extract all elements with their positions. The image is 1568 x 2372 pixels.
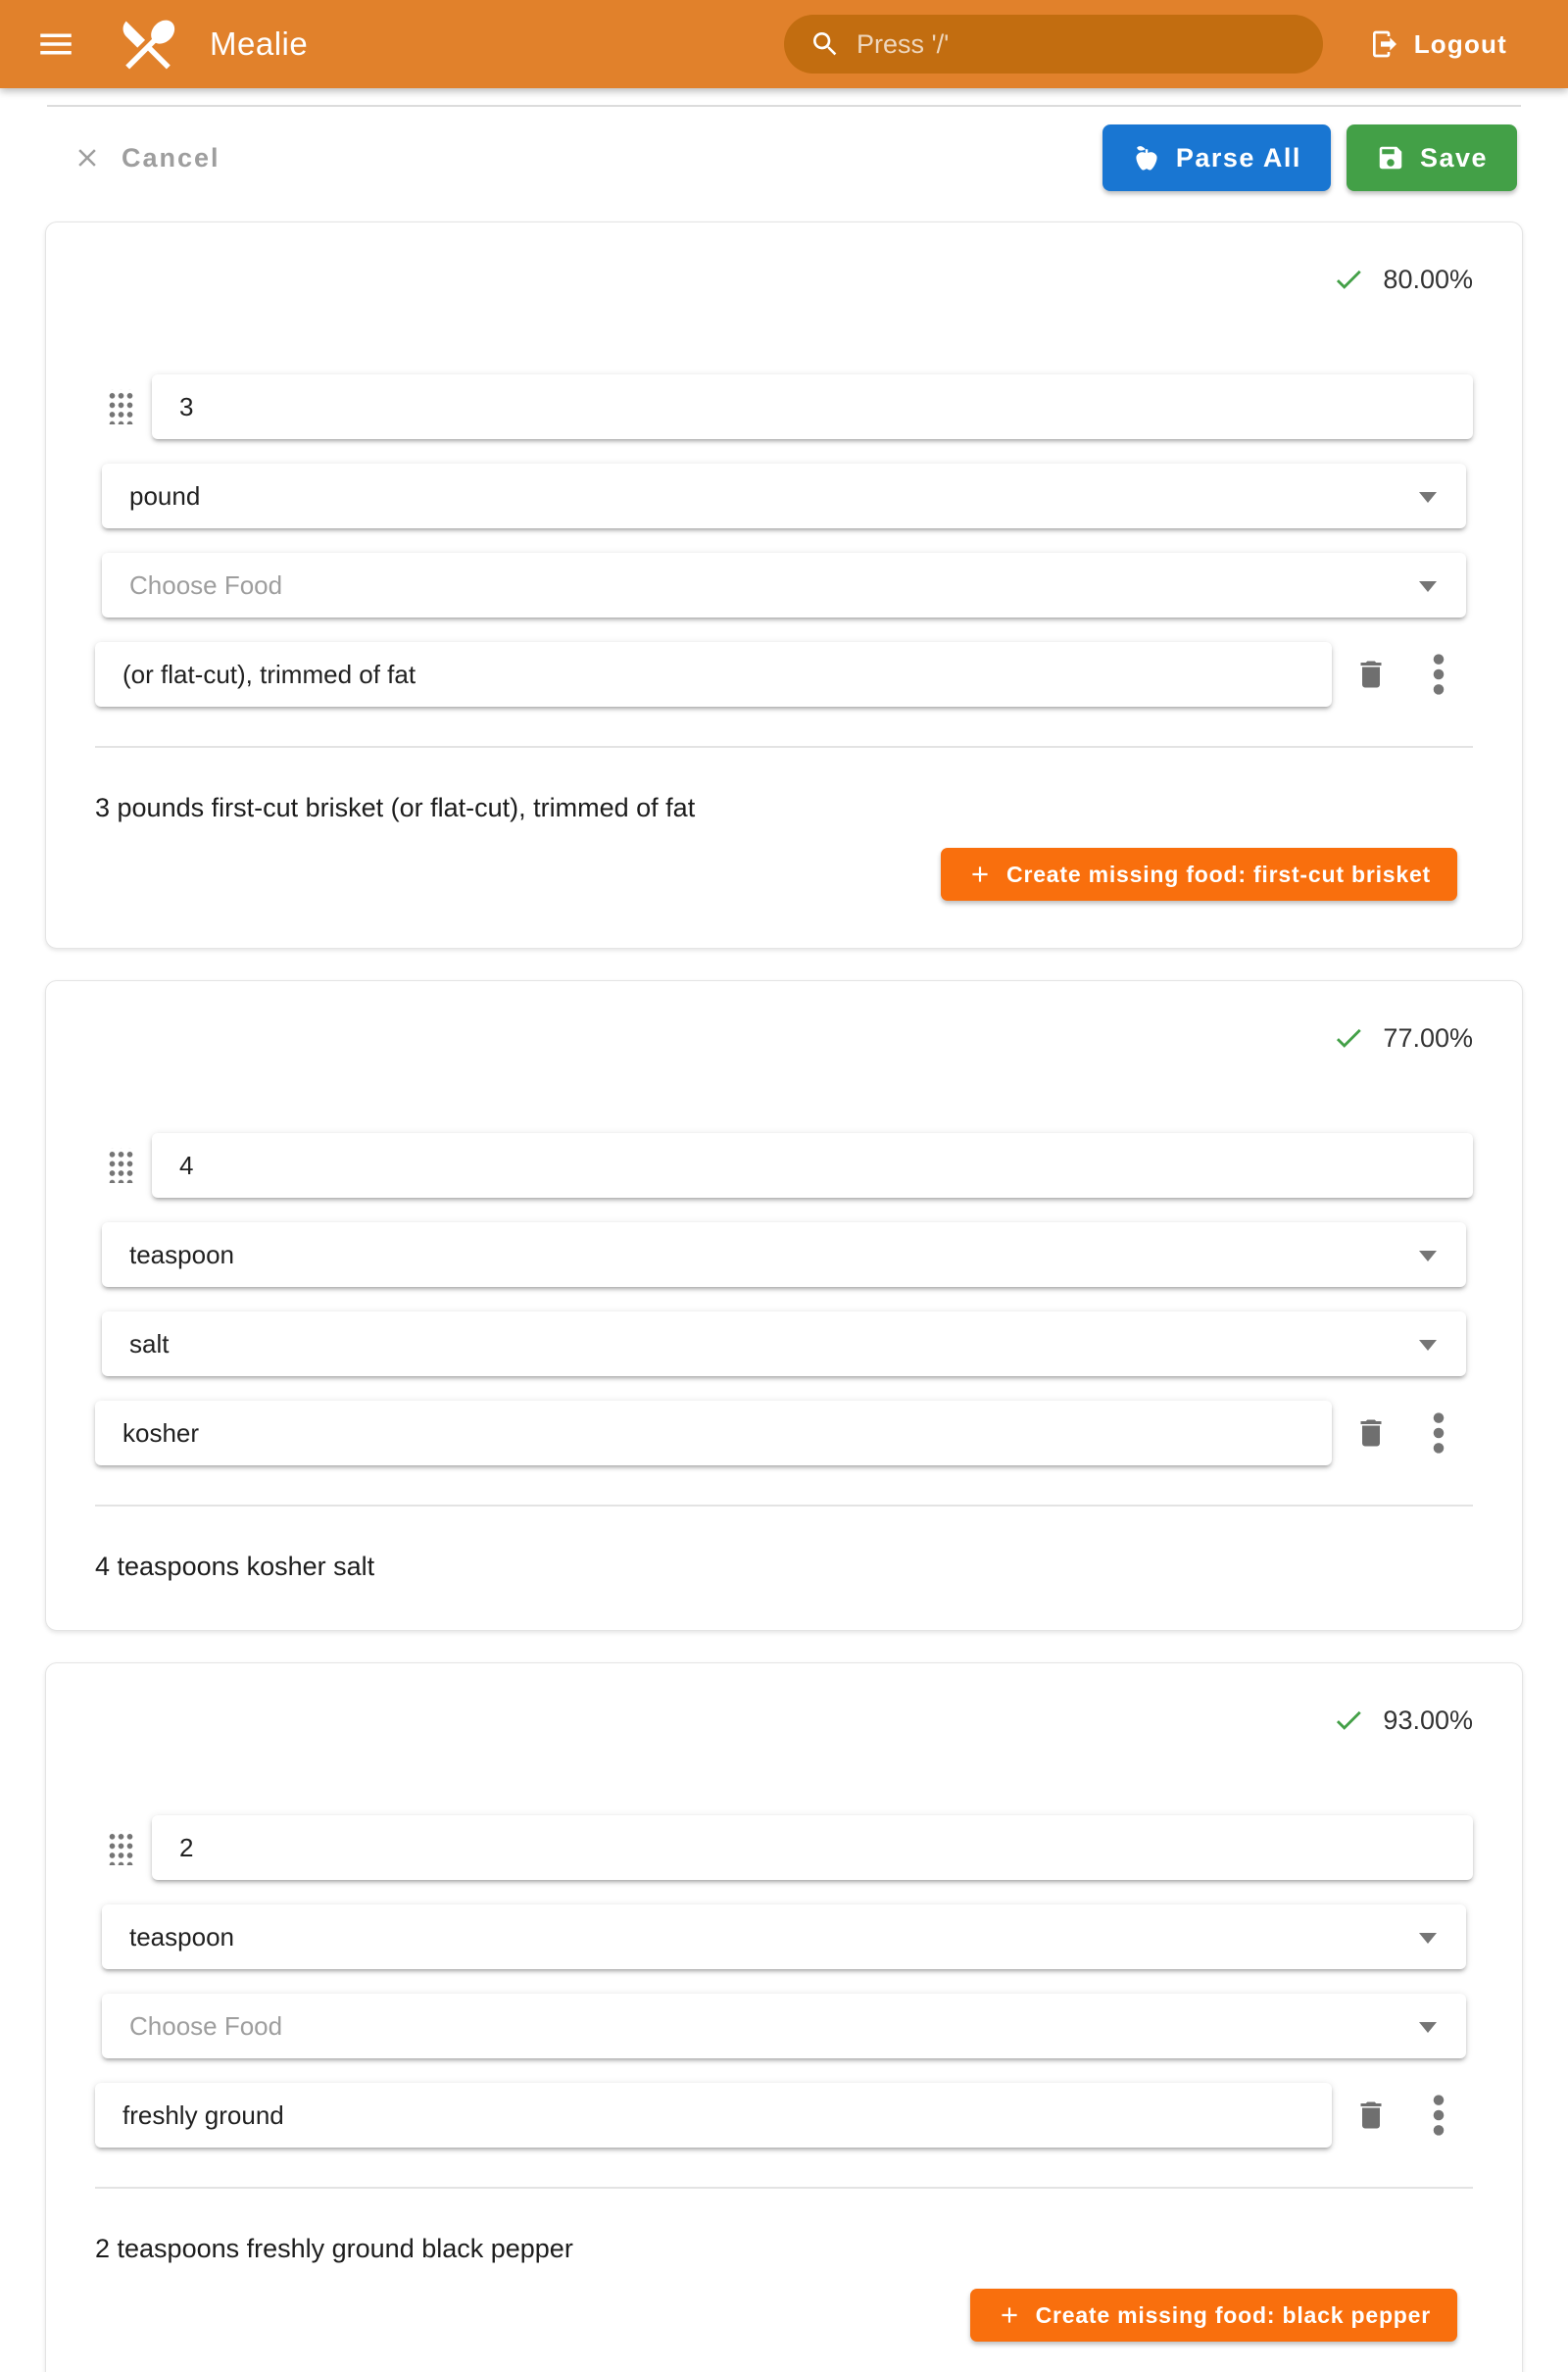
note-row [95, 1401, 1473, 1465]
original-ingredient-text: 2 teaspoons freshly ground black pepper [95, 2234, 573, 2263]
confidence-row [95, 1020, 1473, 1056]
confidence-value: 77.00% [1383, 1022, 1473, 1053]
quantity-row [95, 374, 1473, 439]
plus-icon [997, 2302, 1022, 2328]
delete-ingredient-button[interactable] [1351, 1411, 1391, 1455]
plus-icon [967, 862, 993, 887]
missing-food-row [95, 2289, 1473, 2342]
quantity-row [95, 1815, 1473, 1880]
logout-button[interactable] [1369, 0, 1507, 88]
delete-ingredient-button[interactable] [1351, 653, 1391, 696]
original-ingredient-text: 3 pounds first-cut brisket (or flat-cut), trimmed of fat [95, 793, 696, 822]
more-options-button[interactable] [1421, 2094, 1456, 2137]
confidence-row [95, 1703, 1473, 1738]
check-icon [1332, 263, 1365, 296]
food-input[interactable] [129, 570, 1407, 601]
note-input[interactable] [95, 642, 1332, 707]
search-input[interactable] [784, 15, 1323, 74]
drag-handle-icon[interactable] [107, 389, 133, 424]
quantity-row [95, 1133, 1473, 1198]
note-input[interactable] [95, 1401, 1332, 1465]
unit-value: teaspoon [129, 1921, 234, 1952]
food-select[interactable] [102, 553, 1466, 618]
chevron-down-icon [1419, 1933, 1437, 1944]
chevron-down-icon [1419, 581, 1437, 592]
mealie-logo-icon[interactable] [116, 12, 180, 76]
drag-handle-icon[interactable] [107, 1148, 133, 1183]
parse-all-button[interactable] [1102, 124, 1331, 191]
logout-label: Logout [1413, 28, 1507, 59]
original-ingredient-text: 4 teaspoons kosher salt [95, 1552, 375, 1581]
save-label: Save [1419, 142, 1488, 173]
search-placeholder: Press '/' [857, 28, 950, 59]
food-input[interactable] [129, 1329, 1407, 1359]
food-select[interactable] [102, 1311, 1466, 1376]
quantity-input[interactable] [152, 374, 1473, 439]
ingredient-list [0, 222, 1568, 2372]
unit-select[interactable] [102, 1904, 1466, 1969]
note-input[interactable] [95, 2083, 1332, 2148]
chevron-down-icon [1419, 1251, 1437, 1261]
search-icon [809, 28, 841, 60]
delete-ingredient-button[interactable] [1351, 2094, 1391, 2137]
create-missing-food-button[interactable] [941, 848, 1457, 901]
chevron-down-icon [1419, 492, 1437, 503]
quantity-input[interactable] [152, 1133, 1473, 1198]
create-missing-food-label: Create missing food: black pepper [1035, 2301, 1431, 2328]
app-bar [0, 0, 1568, 88]
unit-value: pound [129, 480, 201, 511]
drag-handle-icon[interactable] [107, 1830, 133, 1865]
unit-value: teaspoon [129, 1239, 234, 1269]
hamburger-menu-icon[interactable] [35, 24, 76, 65]
chevron-down-icon [1419, 2022, 1437, 2033]
create-missing-food-button[interactable] [970, 2289, 1457, 2342]
save-button[interactable] [1347, 124, 1517, 191]
apple-icon [1132, 143, 1161, 173]
save-icon [1376, 143, 1405, 173]
card-divider [95, 1505, 1473, 1507]
parse-all-label: Parse All [1175, 142, 1301, 173]
ingredient-card [45, 1662, 1523, 2372]
chevron-down-icon [1419, 1340, 1437, 1351]
header-divider [47, 105, 1521, 107]
more-options-button[interactable] [1421, 653, 1456, 696]
note-row [95, 642, 1473, 707]
ingredient-card [45, 222, 1523, 949]
card-divider [95, 2187, 1473, 2189]
more-options-button[interactable] [1421, 1411, 1456, 1455]
check-icon [1332, 1704, 1365, 1737]
confidence-value: 93.00% [1383, 1705, 1473, 1735]
unit-select[interactable] [102, 464, 1466, 528]
quantity-input[interactable] [152, 1815, 1473, 1880]
app-title: Mealie [210, 25, 309, 62]
confidence-value: 80.00% [1383, 264, 1473, 294]
ingredient-card [45, 980, 1523, 1631]
unit-select[interactable] [102, 1222, 1466, 1287]
parser-toolbar [51, 124, 1517, 191]
missing-food-row [95, 848, 1473, 901]
food-input[interactable] [129, 2011, 1407, 2042]
cancel-button[interactable] [73, 143, 220, 173]
create-missing-food-label: Create missing food: first-cut brisket [1006, 861, 1431, 887]
note-row [95, 2083, 1473, 2148]
close-icon [73, 143, 102, 173]
logout-icon [1369, 28, 1400, 60]
card-divider [95, 746, 1473, 748]
cancel-label: Cancel [122, 142, 220, 173]
check-icon [1332, 1021, 1365, 1055]
confidence-row [95, 262, 1473, 297]
food-select[interactable] [102, 1994, 1466, 2058]
